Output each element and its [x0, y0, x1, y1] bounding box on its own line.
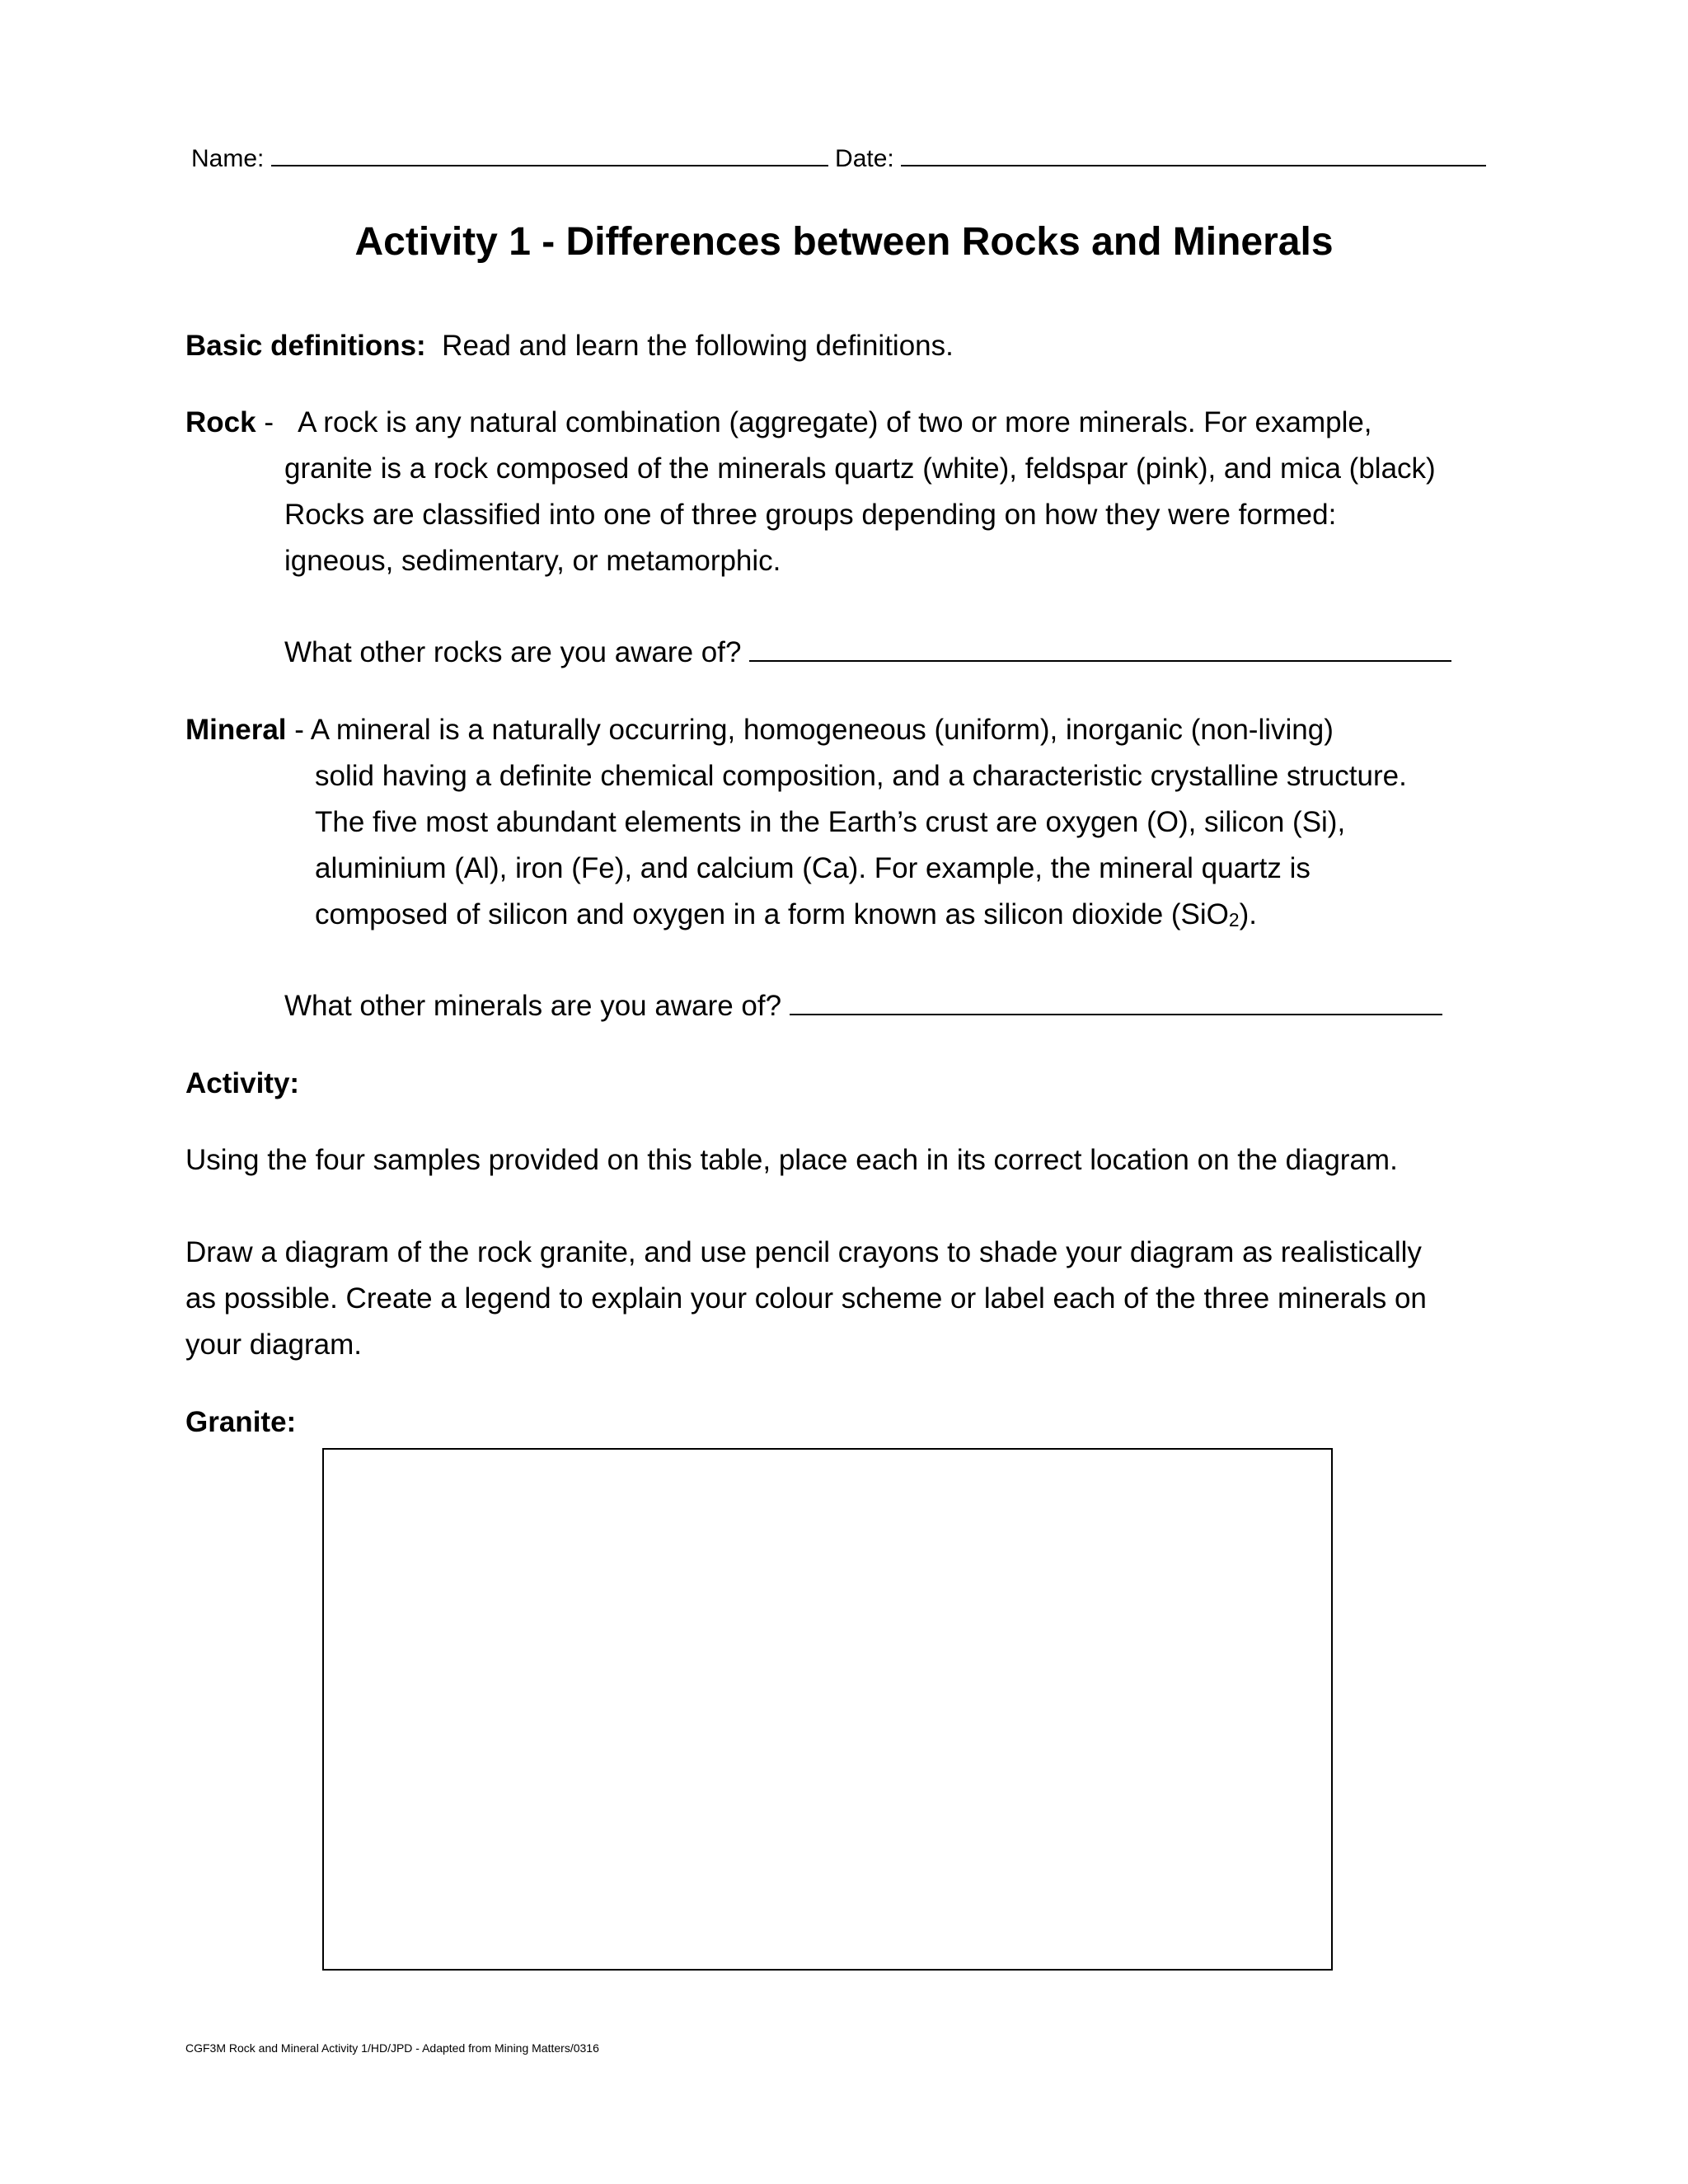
formula-subscript: 2: [1228, 909, 1240, 931]
name-date-row: [191, 140, 1486, 173]
rock-answer-field[interactable]: [749, 635, 1451, 662]
mineral-term: Mineral: [185, 714, 287, 746]
mineral-definition-line-1: [185, 707, 1334, 753]
rock-definition-line-1: [185, 400, 1372, 446]
mineral-question-text: What other minerals are you aware of?: [284, 990, 782, 1022]
mineral-separator: -: [286, 714, 311, 746]
footer-note: CGF3M Rock and Mineral Activity 1/HD/JPD - Adapted from Mining Matters/0316: [185, 2041, 599, 2055]
activity-instruction-2-line-1: Draw a diagram of the rock granite, and use pencil crayons to shade your diagram as realistically: [185, 1236, 1422, 1268]
page-title: Activity 1 - Differences between Rocks and Minerals: [354, 220, 1334, 264]
activity-instruction-1: Using the four samples provided on this table, place each in its correct location on the diagram.: [185, 1144, 1398, 1176]
mineral-line-2: solid having a definite chemical composition, and a characteristic crystalline structure.: [315, 760, 1407, 792]
activity-instruction-2-line-3: your diagram.: [185, 1329, 362, 1361]
mineral-line-1: A mineral is a naturally occurring, homogeneous (uniform), inorganic (non-living): [310, 714, 1334, 746]
activity-instruction-2-line-2: as possible. Create a legend to explain your colour scheme or label each of the three minerals on: [185, 1282, 1427, 1315]
rock-line-4: igneous, sedimentary, or metamorphic.: [284, 545, 781, 577]
rock-line-2: granite is a rock composed of the minerals quartz (white), feldspar (pink), and mica (black): [284, 452, 1436, 485]
date-field[interactable]: [901, 140, 1486, 166]
rock-line-1: A rock is any natural combination (aggregate) of two or more minerals. For example,: [298, 406, 1372, 438]
mineral-question: [284, 983, 1442, 1029]
date-label: Date:: [835, 145, 894, 172]
granite-drawing-area[interactable]: [322, 1448, 1333, 1971]
basic-definitions: [185, 323, 954, 369]
mineral-line-5-text: composed of silicon and oxygen in a form known as silicon dioxide (SiO: [315, 898, 1229, 930]
rock-question: [284, 630, 1451, 676]
activity-heading: Activity:: [185, 1067, 300, 1099]
mineral-line-5: [315, 892, 1257, 940]
rock-term: Rock: [185, 406, 256, 438]
basic-definitions-label: Basic definitions:: [185, 330, 426, 362]
rock-separator: -: [256, 406, 274, 438]
basic-definitions-text: Read and learn the following definitions.: [442, 330, 954, 362]
rock-line-3: Rocks are classified into one of three groups depending on how they were formed:: [284, 499, 1337, 531]
mineral-line-4: aluminium (Al), iron (Fe), and calcium (Ca). For example, the mineral quartz is: [315, 852, 1311, 884]
formula-close: ).: [1239, 898, 1257, 930]
granite-label: Granite:: [185, 1406, 297, 1438]
name-field[interactable]: [271, 140, 828, 166]
name-label: Name:: [191, 145, 265, 172]
mineral-line-3: The five most abundant elements in the Earth’s crust are oxygen (O), silicon (Si),: [315, 806, 1346, 838]
rock-question-text: What other rocks are you aware of?: [284, 636, 742, 668]
mineral-answer-field[interactable]: [790, 989, 1442, 1015]
